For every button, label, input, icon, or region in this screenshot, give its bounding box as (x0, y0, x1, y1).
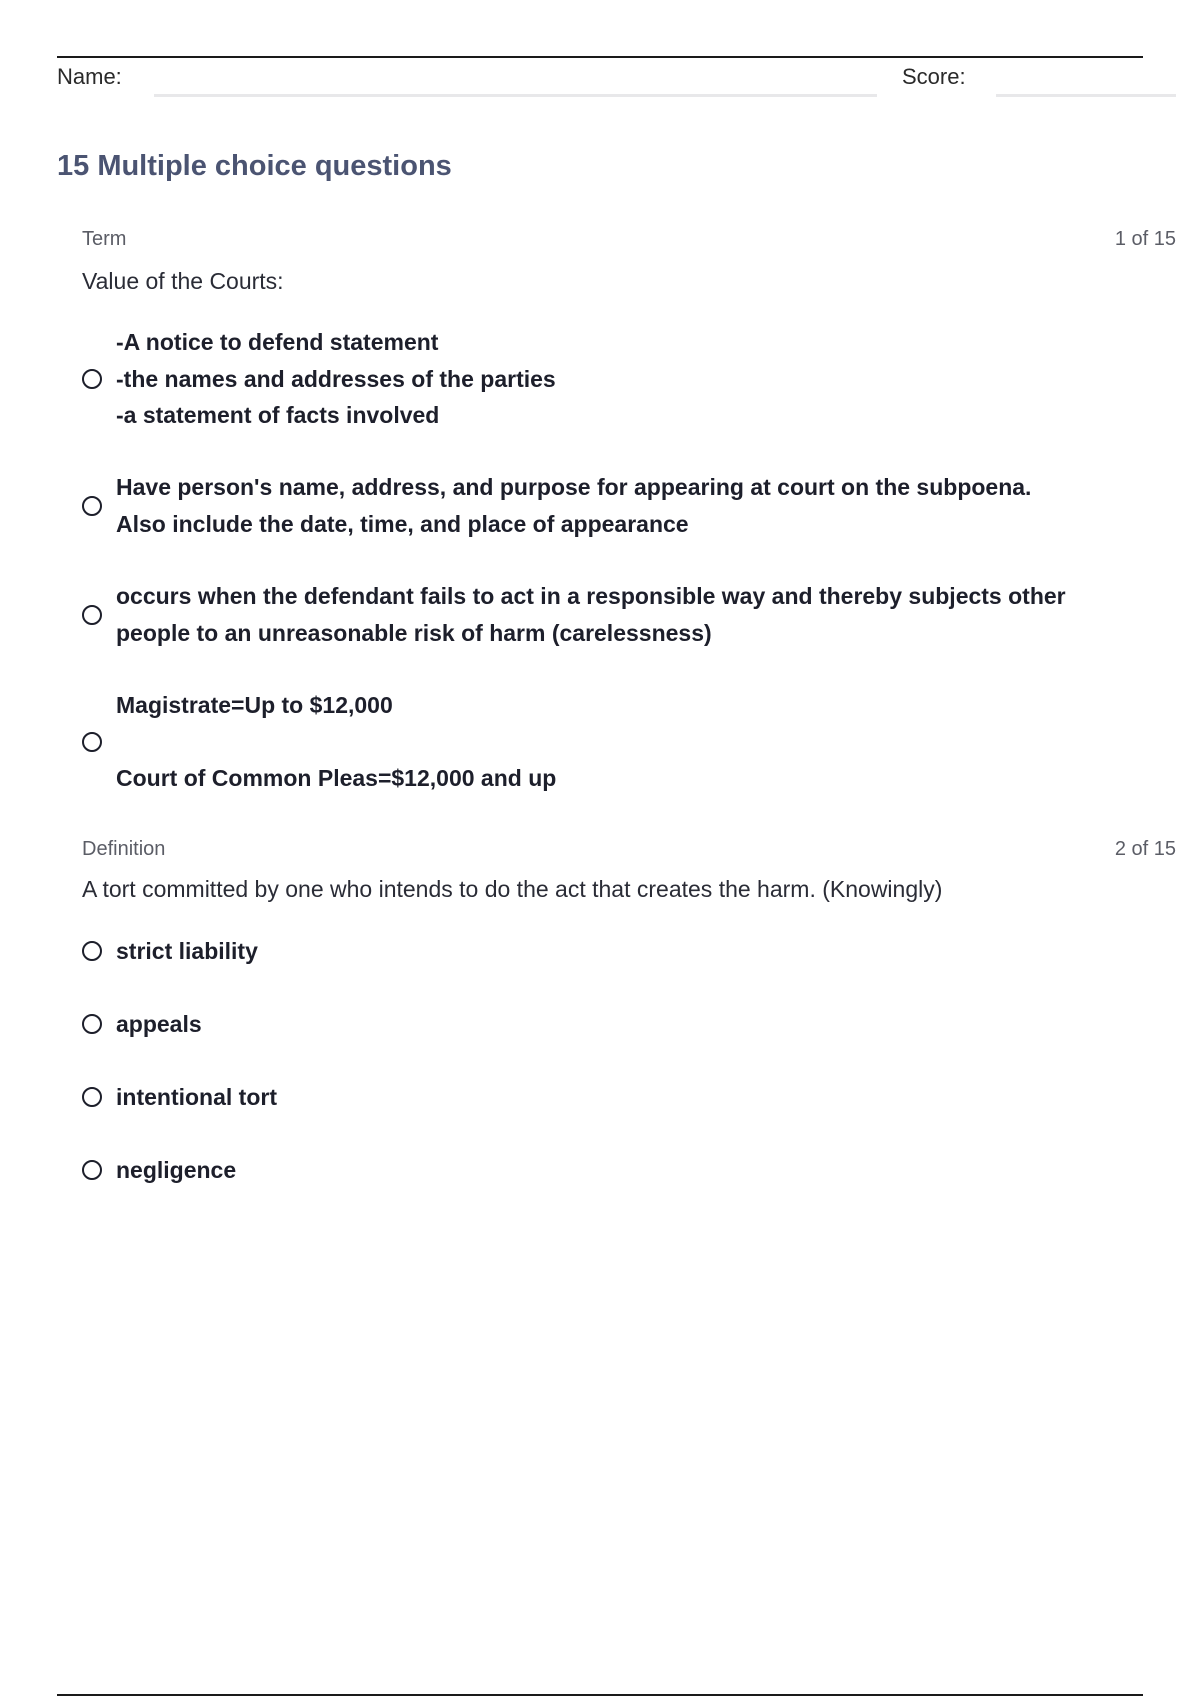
name-label: Name: (57, 64, 122, 89)
answer-option[interactable] (82, 324, 1122, 434)
score-label: Score: (902, 64, 966, 89)
answer-option-line (116, 724, 556, 761)
answer-option[interactable] (82, 1079, 1122, 1116)
question-prompt: Value of the Courts: (82, 268, 284, 294)
answer-option[interactable] (82, 687, 1122, 797)
answer-option-text: strict liability (116, 938, 258, 964)
question-kind: Definition (82, 838, 166, 860)
answer-option-text (116, 324, 556, 434)
answer-option-line: Also include the date, time, and place of appearance (116, 510, 689, 537)
question-prompt: A tort committed by one who intends to do the act that creates the harm. (Knowingly) (82, 876, 943, 902)
section-title: 15 Multiple choice questions (57, 150, 452, 182)
top-divider (57, 56, 1143, 58)
radio-button-icon[interactable] (82, 496, 102, 516)
answer-option-line: -A notice to defend statement (116, 329, 439, 355)
question-count: 1 of 15 (1114, 228, 1176, 250)
answer-option[interactable] (82, 1006, 1122, 1043)
question-count: 2 of 15 (1114, 838, 1176, 860)
radio-button-icon[interactable] (82, 941, 102, 961)
radio-button-icon[interactable] (82, 1160, 102, 1180)
answer-option-line: -a statement of facts involved (116, 402, 440, 428)
answer-option-line: occurs when the defendant fails to act in a responsible way and thereby subjects other (116, 583, 1066, 609)
radio-button-icon[interactable] (82, 369, 102, 389)
question-kind: Term (82, 228, 127, 250)
name-field[interactable] (154, 94, 877, 97)
answer-option[interactable] (82, 933, 1122, 970)
radio-button-icon[interactable] (82, 1014, 102, 1034)
answer-option[interactable] (82, 1152, 1122, 1189)
bottom-divider (57, 1694, 1143, 1696)
score-field[interactable] (996, 94, 1176, 97)
answer-option-line: Magistrate=Up to $12,000 (116, 692, 393, 718)
answer-option-line: Have person's name, address, and purpose for appearing at court on the subpoena. (116, 474, 1032, 500)
answer-option[interactable] (82, 469, 1122, 542)
radio-button-icon[interactable] (82, 605, 102, 625)
answer-option-line: Court of Common Pleas=$12,000 and up (116, 765, 557, 791)
answer-option-text (116, 578, 1066, 651)
answer-option-text: appeals (116, 1011, 202, 1037)
radio-button-icon[interactable] (82, 732, 102, 752)
answer-option-line: people to an unreasonable risk of harm (carelessness) (116, 619, 712, 646)
answer-option-text (116, 687, 556, 797)
answer-option-text: negligence (116, 1157, 237, 1183)
answer-option-text (116, 469, 1031, 542)
answer-option[interactable] (82, 578, 1122, 651)
answer-option-line: -the names and addresses of the parties (116, 365, 556, 392)
radio-button-icon[interactable] (82, 1087, 102, 1107)
answer-option-text: intentional tort (116, 1084, 277, 1110)
